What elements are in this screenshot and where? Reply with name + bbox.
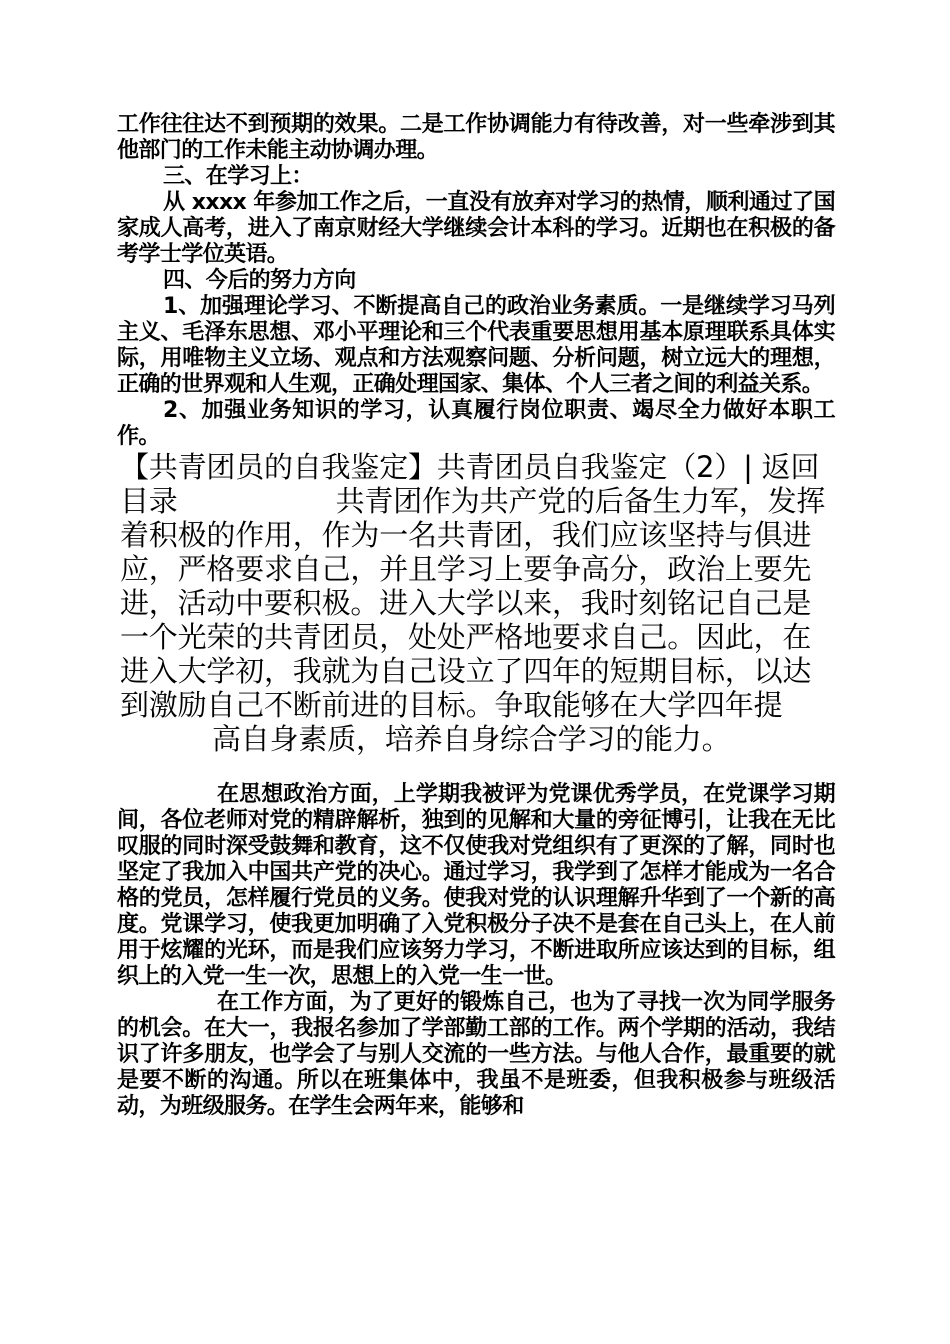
paragraph-business-study: 2、加强业务知识的学习，认真履行岗位职责、竭尽全力做好本职工作。 — [117, 398, 835, 449]
spacer — [117, 756, 835, 782]
section-league-review — [117, 782, 835, 1120]
paragraph-shortcomings: 工作往往达不到预期的效果。二是工作协调能力有待改善，对一些牵涉到其他部门的工作未能主动协调办理。 — [117, 112, 835, 163]
paragraph-work: 在工作方面，为了更好的锻炼自己，也为了寻找一次为同学服务的机会。在大一，我报名参加了学部勤工部的工作。两个学期的活动，我结识了许多朋友，也学会了与别人交流的一些方法。与他人合作，最重要的就是要不断的沟通。所以在班集体中，我虽不是班委，但我积极参与班级活动，为班级服务。在学生会两年来，能够和 — [117, 990, 835, 1119]
document-page — [117, 112, 835, 1120]
league-member-section — [117, 450, 835, 756]
heading-study: 三、在学习上： — [163, 164, 313, 189]
paragraph-political-thought: 在思想政治方面，上学期我被评为党课优秀学员，在党课学习期间，各位老师对党的精辟解析，独到的见解和大量的旁征博引，让我在无比叹服的同时深受鼓舞和教育，这不仅使我对党组织有了更深的了解，同时也坚定了我加入中国共产党的决心。通过学习，我学到了怎样才能成为一名合格的党员，怎样履行党员的义务。使我对党的认识理解升华到了一个新的高度。党课学习，使我更加明确了入党积极分子决不是套在自己头上，在人前用于炫耀的光环，而是我们应该努力学习，不断进取所应该达到的目标，组织上的入党一生一次，思想上的入党一生一世。 — [117, 782, 835, 989]
paragraph-theory-study: 1、加强理论学习、不断提高自己的政治业务素质。一是继续学习马列主义、毛泽东思想、邓小平理论和三个代表重要思想用基本原理联系具体实际，用唯物主义立场、观点和方法观察问题、分析问题，树立远大的理想，正确的世界观和人生观，正确处理国家、集体、个人三者之间的利益关系。 — [117, 294, 835, 397]
heading-future-direction: 四、今后的努力方向 — [163, 268, 356, 293]
paragraph-study: 从 xxxx 年参加工作之后，一直没有放弃对学习的热情，顺利通过了国家成人高考，进入了南京财经大学继续会计本科的学习。近期也在积极的备考学士学位英语。 — [117, 190, 835, 267]
league-intro-text: 共青团作为共产党的后备生力军，发挥着积极的作用，作为一名共青团，我们应该坚持与俱进应，严格要求自己，并且学习上要争高分，政治上要先进，活动中要积极。进入大学以来，我时刻铭记自己是一个光荣的共青团员，处处严格地要求自己。因此，在进入大学初，我就为自己设立了四年的短期目标，以达到激励自己不断前进的目标。争取能够在大学四年提 — [120, 484, 826, 722]
section-self-review — [117, 112, 835, 450]
back-to-contents-link[interactable]: | 返回目录 — [120, 450, 820, 518]
league-intro-last-line: 高自身素质，培养自身综合学习的能力。 — [212, 722, 731, 756]
section-title: 【共青团员的自我鉴定】共青团员自我鉴定（2） — [120, 450, 744, 484]
